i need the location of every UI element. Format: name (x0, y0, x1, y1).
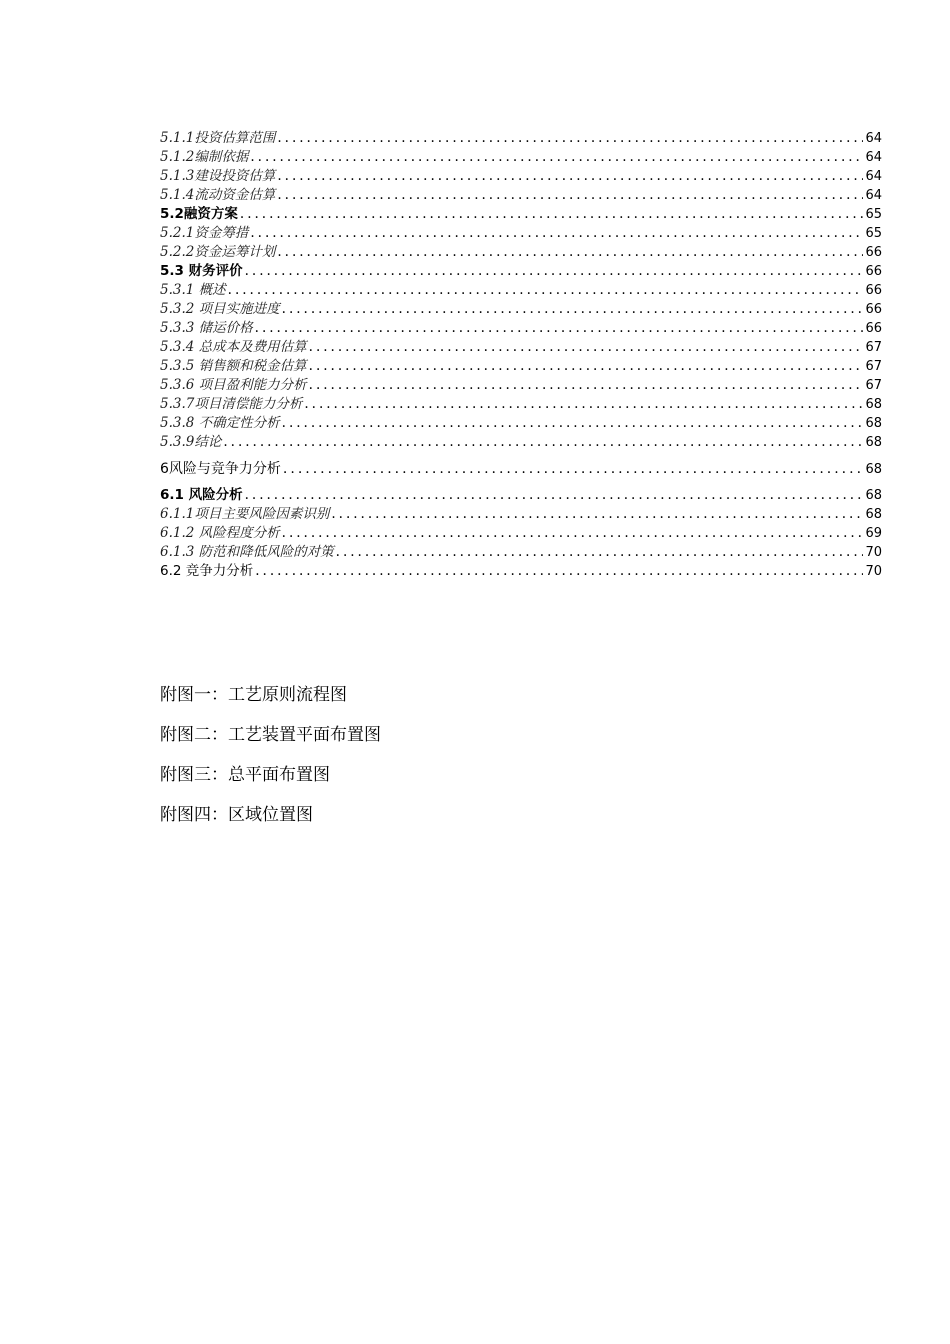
toc-page-number: 67 (865, 378, 882, 393)
appendix-item: 附图四：区域位置图 (160, 805, 313, 825)
toc-entry[interactable] (160, 129, 882, 148)
toc-entry[interactable] (160, 167, 882, 186)
toc-leader-dots (282, 414, 864, 433)
toc-entry-label: 5.1.1投资估算范围 (160, 130, 276, 146)
toc-page-number: 68 (865, 397, 882, 412)
toc-leader-dots (277, 167, 863, 186)
toc-leader-dots (245, 486, 864, 505)
toc-page-number: 64 (865, 188, 882, 203)
toc-entry[interactable] (160, 205, 882, 224)
toc-entry-label: 5.2融资方案 (160, 206, 238, 222)
toc-entry-label: 6.2 竞争力分析 (160, 563, 254, 579)
toc-entry-label: 5.3.7项目清偿能力分析 (160, 396, 303, 412)
toc-leader-dots (240, 205, 864, 224)
toc-entry[interactable] (160, 505, 882, 524)
toc-entry[interactable] (160, 376, 882, 395)
toc-entry[interactable] (160, 262, 882, 281)
toc-leader-dots (283, 458, 864, 480)
toc-entry[interactable] (160, 543, 882, 562)
toc-page-number: 66 (865, 264, 882, 279)
toc-page-number: 66 (865, 245, 882, 260)
toc-entry[interactable] (160, 243, 882, 262)
toc-entry[interactable] (160, 357, 882, 376)
toc-entry-label: 6.1 风险分析 (160, 487, 243, 503)
toc-entry[interactable] (160, 562, 882, 581)
toc-entry-label: 6.1.1项目主要风险因素识别 (160, 506, 330, 522)
toc-page-number: 65 (865, 226, 882, 241)
toc-leader-dots (282, 524, 864, 543)
toc-page-number: 66 (865, 302, 882, 317)
toc-entry[interactable] (160, 433, 882, 452)
toc-entry-label: 5.1.2编制依据 (160, 149, 249, 165)
toc-leader-dots (309, 338, 864, 357)
toc-entry[interactable] (160, 524, 882, 543)
toc-entry[interactable] (160, 338, 882, 357)
toc-page-number: 68 (865, 488, 882, 503)
toc-entry[interactable] (160, 281, 882, 300)
toc-leader-dots (277, 186, 863, 205)
toc-leader-dots (277, 243, 863, 262)
toc-page-number: 68 (865, 416, 882, 431)
toc-page-number: 67 (865, 359, 882, 374)
toc-leader-dots (277, 129, 863, 148)
toc-entry[interactable] (160, 458, 882, 480)
toc-leader-dots (250, 148, 863, 167)
toc-leader-dots (255, 319, 864, 338)
toc-entry-label: 5.3.2 项目实施进度 (160, 301, 280, 317)
appendix-item: 附图三：总平面布置图 (160, 765, 330, 785)
toc-page-number: 68 (865, 462, 882, 477)
toc-leader-dots (309, 357, 864, 376)
table-of-contents (160, 129, 882, 581)
toc-leader-dots (245, 262, 864, 281)
toc-entry[interactable] (160, 186, 882, 205)
toc-page-number: 67 (865, 340, 882, 355)
toc-entry-label: 5.1.3建设投资估算 (160, 168, 276, 184)
appendix-list (160, 682, 381, 842)
toc-page-number: 64 (865, 131, 882, 146)
toc-leader-dots (228, 281, 864, 300)
toc-entry[interactable] (160, 395, 882, 414)
toc-entry[interactable] (160, 224, 882, 243)
toc-entry-label: 5.3.1 概述 (160, 282, 226, 298)
toc-entry-label: 5.2.1资金筹措 (160, 225, 249, 241)
toc-page-number: 64 (865, 150, 882, 165)
appendix-item: 附图二：工艺装置平面布置图 (160, 725, 381, 745)
toc-leader-dots (282, 300, 864, 319)
toc-entry-label: 5.3.6 项目盈利能力分析 (160, 377, 307, 393)
toc-page-number: 66 (865, 321, 882, 336)
toc-page-number: 68 (865, 435, 882, 450)
toc-entry-label: 5.1.4流动资金估算 (160, 187, 276, 203)
toc-page-number: 69 (865, 526, 882, 541)
toc-page-number: 65 (865, 207, 882, 222)
toc-entry-label: 5.3.5 销售额和税金估算 (160, 358, 307, 374)
toc-leader-dots (304, 395, 863, 414)
toc-leader-dots (250, 224, 863, 243)
toc-entry[interactable] (160, 319, 882, 338)
appendix-item: 附图一：工艺原则流程图 (160, 685, 347, 705)
toc-entry[interactable] (160, 300, 882, 319)
toc-entry-label: 5.2.2资金运筹计划 (160, 244, 276, 260)
toc-entry-label: 5.3.8 不确定性分析 (160, 415, 280, 431)
toc-entry-label: 6风险与竞争力分析 (160, 461, 281, 477)
toc-entry-label: 6.1.2 风险程度分析 (160, 525, 280, 541)
toc-leader-dots (255, 562, 863, 581)
toc-entry-label: 5.3.3 储运价格 (160, 320, 253, 336)
toc-page-number: 64 (865, 169, 882, 184)
toc-leader-dots (223, 433, 863, 452)
toc-page-number: 70 (865, 564, 882, 579)
toc-entry[interactable] (160, 486, 882, 505)
toc-leader-dots (336, 543, 864, 562)
toc-leader-dots (331, 505, 863, 524)
toc-entry[interactable] (160, 414, 882, 433)
toc-entry-label: 5.3 财务评价 (160, 263, 243, 279)
toc-entry[interactable] (160, 148, 882, 167)
toc-page-number: 70 (865, 545, 882, 560)
toc-entry-label: 5.3.9结论 (160, 434, 222, 450)
toc-leader-dots (309, 376, 864, 395)
toc-entry-label: 5.3.4 总成本及费用估算 (160, 339, 307, 355)
toc-entry-label: 6.1.3 防范和降低风险的对策 (160, 544, 334, 560)
toc-page-number: 68 (865, 507, 882, 522)
toc-page-number: 66 (865, 283, 882, 298)
